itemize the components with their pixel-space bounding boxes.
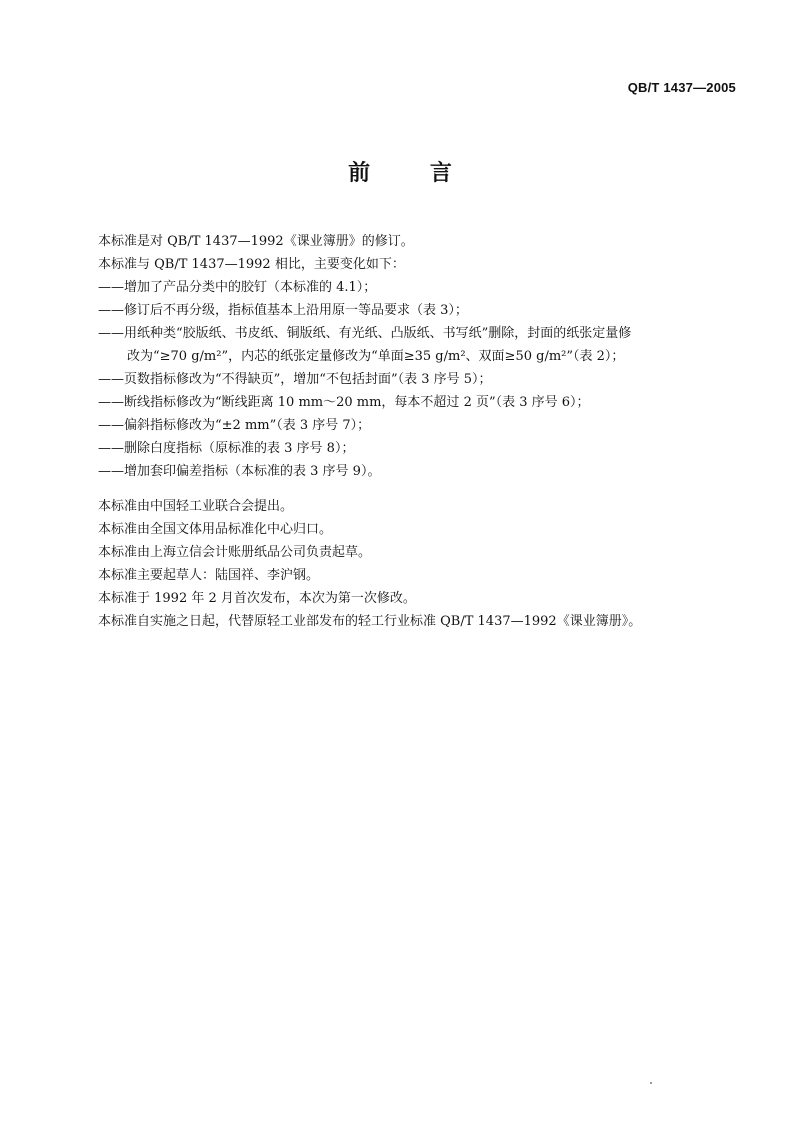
note-line: 本标准由中国轻工业联合会提出。 [98, 499, 294, 514]
change-item: ——增加了产品分类中的胶钉（本标准的 4.1）； [98, 280, 377, 295]
foreword-changes-section [98, 230, 758, 483]
note-line: 本标准由全国文体用品标准化中心归口。 [98, 522, 333, 537]
change-item: ——删除白度指标（原标准的表 3 序号 8）； [98, 441, 355, 456]
change-item: ——偏斜指标修改为“±2 mm”（表 3 序号 7）； [98, 418, 371, 433]
change-item: ——增加套印偏差指标（本标准的表 3 序号 9）。 [98, 464, 381, 479]
change-item: ——用纸种类“胶版纸、书皮纸、铜版纸、有光纸、凸版纸、书写纸”删除，封面的纸张定量修 [98, 326, 632, 341]
note-line: 本标准自实施之日起，代替原轻工业部发布的轻工行业标准 QB/T 1437—1992《课业簿册》。 [98, 614, 642, 629]
note-line: 本标准于 1992 年 2 月首次发布，本次为第一次修改。 [98, 591, 416, 606]
foreword-notes-section [98, 495, 758, 633]
change-item: ——修订后不再分级，指标值基本上沿用原一等品要求（表 3）； [98, 303, 468, 318]
intro-line: 本标准与 QB/T 1437—1992 相比，主要变化如下： [98, 257, 405, 272]
intro-line: 本标准是对 QB/T 1437—1992《课业簿册》的修订。 [98, 234, 414, 249]
change-item: ——页数指标修改为“不得缺页”，增加“不包括封面”（表 3 序号 5）； [98, 372, 492, 387]
scan-speck [650, 1082, 652, 1084]
change-item: ——断线指标修改为“断线距离 10 mm～20 mm，每本不超过 2 页”（表 3 序号 6）； [98, 395, 590, 410]
change-item-continuation: 改为“≥70 g/m²”，内芯的纸张定量修改为“单面≥35 g/m²、双面≥50 g/m²”（表 2）； [127, 349, 625, 364]
page-title: 前 言 [348, 160, 478, 186]
note-line: 本标准主要起草人：陆国祥、李沪钢。 [98, 568, 320, 583]
standard-code: QB/T 1437—2005 [627, 80, 736, 95]
note-line: 本标准由上海立信会计账册纸品公司负责起草。 [98, 545, 372, 560]
